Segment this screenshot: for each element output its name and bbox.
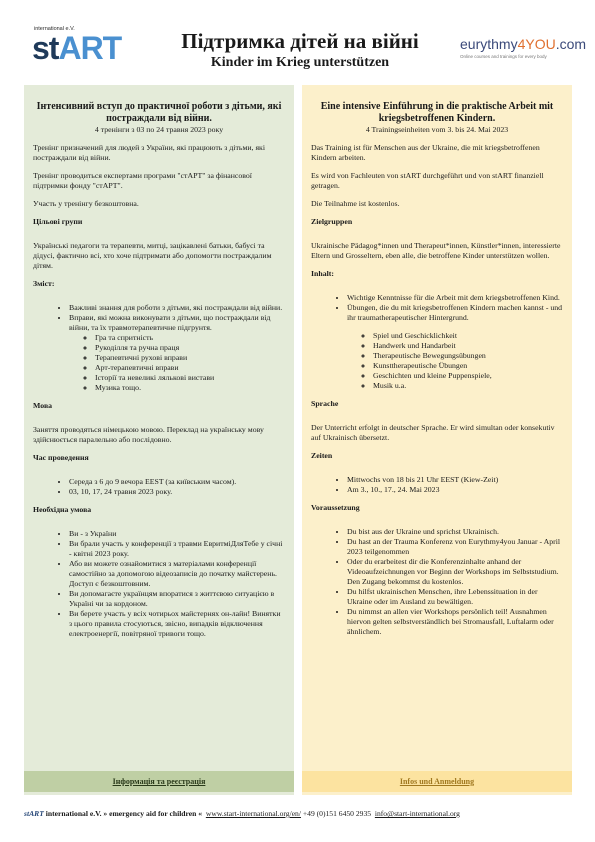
footer-phone: +49 (0)151 6450 2935 (302, 809, 372, 818)
footer-url-link[interactable]: www.start-international.org/en/ (205, 809, 301, 818)
section-title-target: Цільові групи (33, 217, 83, 226)
content-sublist (347, 331, 563, 391)
list-item: ◦ Історії та невеликі лялькові вистави (95, 373, 285, 383)
time-list (33, 477, 285, 497)
list-item: ◦ Терапевтичні рухові вправи (95, 353, 285, 363)
list-item: • Du nimmst an allen vier Workshops persönlich teil! Ausnahmen hiervon gelten selbstverständlich bei Stromausfall, Luftalarm oder ähnlichem. (347, 607, 563, 637)
intro-paragraph: Тренінг призначений для людей з України, які працюють з дітьми, які постраждали від війни. (33, 143, 265, 162)
eurythmy-wordmark: eurythmy4YOU.com (460, 36, 587, 52)
list-item: • Середа з 6 до 9 вечора EEST (за київським часом). (69, 477, 285, 487)
list-item: • 03, 10, 17, 24 травня 2023 року. (69, 487, 285, 497)
logo-small-text: international e.V. (34, 26, 75, 32)
content-list (33, 303, 285, 393)
intro-paragraph: Тренінг проводиться експертами програми "стАРТ" за фінансової підтримки фонду "стАРТ". (33, 171, 252, 190)
list-item: ◦ Musik u.a. (373, 381, 563, 391)
list-item: • Важливі знання для роботи з дітьми, які постраждали від війни. (69, 303, 285, 313)
ukrainian-column (24, 85, 294, 795)
list-item: • Ви допомагаєте українцям впоратися з життєвою ситуацією в Україні чи за кордоном. (69, 589, 285, 609)
list-item: • Вправи, які можна виконувати з дітьми, що постраждали від війни, та їх травмотерапевтичне підгрунтя. ◦ Гра та спритність ◦ Рукоділля та ручна праця ◦ Терапевтичні рухові вправи ◦ Арт-терапевтичні вправи ◦ Історії та невеликі лялькові вистави ◦ Музика тощо. (69, 313, 285, 393)
column-subheading: 4 тренінги з 03 по 24 травня 2023 року (94, 125, 224, 134)
info-registration-link-de[interactable]: Infos und Anmeldung (302, 771, 572, 792)
list-item: ◦ Арт-терапевтичні вправи (95, 363, 285, 373)
list-item: ◦ Therapeutische Bewegungsübungen (373, 351, 563, 361)
list-item: • Übungen, die du mit kriegsbetroffenen Kindern machen kannst - und ihr traumatherapeutischer Hintergrund. ◦ Spiel und Geschicklichkeit ◦ Handwerk und Handarbeit ◦ Therapeutische Bewegungsübungen ◦ Kunsttherapeutische Übungen ◦ Geschichten und kleine Puppenspiele, ◦ Musik u.a. (347, 303, 563, 391)
list-item: • Du hilfst ukrainischen Menschen, ihre Lebenssituation in der Ukraine oder im Ausland zu bewältigen. (347, 587, 563, 607)
list-item: • Am 3., 10., 17., 24. Mai 2023 (347, 485, 563, 495)
column-subheading: 4 Trainingseinheiten vom 3. bis 24. Mai 2023 (365, 125, 509, 134)
start-logo (30, 20, 130, 66)
list-item: ◦ Handwerk und Handarbeit (373, 341, 563, 351)
section-title-requirements: Voraussetzung (311, 503, 360, 512)
eurythmy4you-logo (460, 36, 587, 68)
logo-wordmark: stART (32, 30, 122, 66)
list-item: • Або ви можете ознайомитися з матеріалами конференції самостійно за допомогою відеозаписів до початку майстерень. Доступ є безкоштовним. (69, 559, 285, 589)
footer-org: stART international e.V. » emergency aid for children « (24, 809, 203, 818)
list-item: • Wichtige Kenntnisse für die Arbeit mit dem kriegsbetroffenen Kind. (347, 293, 563, 303)
target-text: Ukrainische Pädagog*innen und Therapeut*innen, Künstler*innen, interessierte Eltern und Grosseltern, eben alle, die betroffene Kinder unterstützen wollen. (311, 241, 561, 260)
language-text: Заняття проводяться німецькою мовою. Переклад на українську мову здійснюється паралельно або послідовно. (33, 425, 264, 444)
eurythmy-tagline: Online courses and trainings for every body (460, 54, 547, 59)
section-title-language: Мова (33, 401, 53, 410)
section-title-content: Inhalt: (311, 269, 334, 278)
section-title-target: Zielgruppen (311, 217, 353, 226)
list-item: • Oder du erarbeitest dir die Konferenzinhalte anhand der Videoaufzeichnungen vor Beginn der Workshops im Selbststudium. Den Zugang bekommst du kostenlos. (347, 557, 563, 587)
list-item: • Ви берете участь у всіх чотирьох майстернях он-лайн! Винятки з цього правила стосуються, звісно, випадків відключення електроенергії, повітряної тривоги тощо. (69, 609, 285, 639)
content-list (311, 293, 563, 391)
list-item: ◦ Kunsttherapeutische Übungen (373, 361, 563, 371)
content-sublist (69, 333, 285, 393)
section-title-language: Sprache (311, 399, 339, 408)
list-item: • Ви брали участь у конференції з травми ЕвритміДляТебе у січні - квітні 2023 року. (69, 539, 285, 559)
info-registration-link-uk[interactable]: Інформація та реєстрація (24, 771, 294, 792)
footer-email-link[interactable]: info@start-international.org (374, 809, 460, 818)
list-item: ◦ Гра та спритність (95, 333, 285, 343)
list-item: ◦ Рукоділля та ручна праця (95, 343, 285, 353)
intro-paragraph: Die Teilnahme ist kostenlos. (311, 199, 400, 208)
list-item: • Mittwochs von 18 bis 21 Uhr EEST (Kiew-Zeit) (347, 475, 563, 485)
page-title: Підтримка дітей на війні (181, 29, 419, 53)
list-item: • Du hast an der Trauma Konferenz von Eurythmy4you Januar - April 2023 teilgenommen (347, 537, 563, 557)
column-heading: Інтенсивний вступ до практичної роботи з дітьми, які постраждали від війни. (36, 101, 282, 124)
list-item: • Du bist aus der Ukraine und sprichst Ukrainisch. (347, 527, 563, 537)
intro-paragraph: Участь у тренінгу безкоштовна. (33, 199, 139, 208)
section-title-content: Зміст: (33, 279, 55, 288)
footer (24, 809, 572, 818)
language-text: Der Unterricht erfolgt in deutscher Sprache. Er wird simultan oder konsekutiv auf Ukrainisch übersetzt. (311, 423, 555, 442)
list-item: ◦ Geschichten und kleine Puppenspiele, (373, 371, 563, 381)
section-title-time: Час проведення (33, 453, 89, 462)
german-column (302, 85, 572, 795)
section-title-requirements: Необхідна умова (33, 505, 92, 514)
column-heading: Eine intensive Einführung in die praktische Arbeit mit kriegsbetroffenen Kindern. (320, 101, 554, 124)
section-title-time: Zeiten (311, 451, 333, 460)
requirements-list (33, 529, 285, 639)
intro-paragraph: Das Training ist für Menschen aus der Ukraine, die mit kriegsbetroffenen Kindern arbeiten. (311, 143, 540, 162)
list-item: • Ви - з України (69, 529, 285, 539)
page-subtitle: Kinder im Krieg unterstützen (210, 55, 390, 70)
intro-paragraph: Es wird von Fachleuten von stART durchgeführt und von stART finanziell getragen. (311, 171, 544, 190)
time-list (311, 475, 563, 495)
requirements-list (311, 527, 563, 637)
list-item: ◦ Музика тощо. (95, 383, 285, 393)
list-item: ◦ Spiel und Geschicklichkeit (373, 331, 563, 341)
target-text: Українські педагоги та терапевти, митці, зацікавлені батьки, бабусі та дідусі, фактично всі, хто хоче підтримати або допомогти постраждалим дітям. (33, 241, 272, 270)
